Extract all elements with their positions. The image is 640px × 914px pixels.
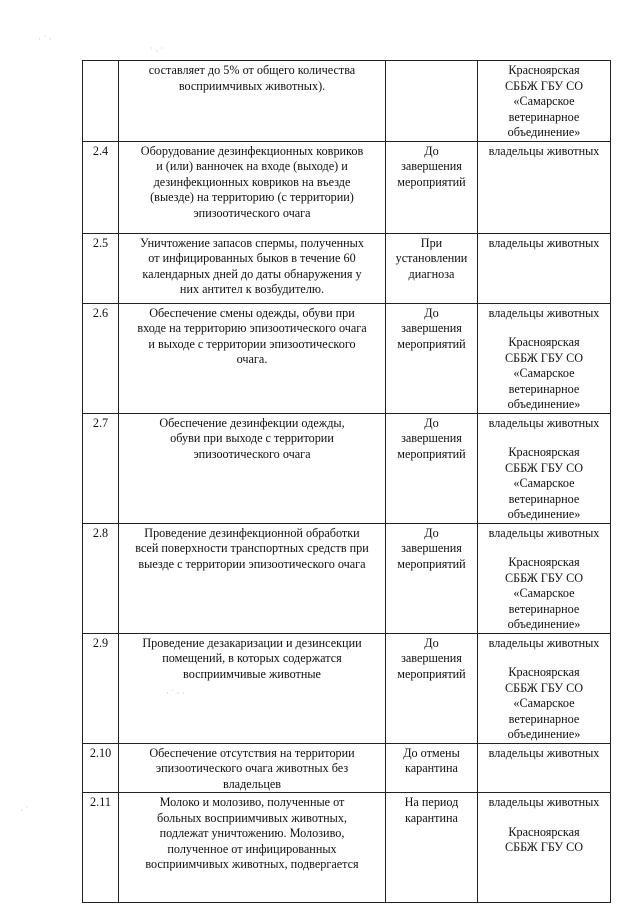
responsible-party-line: объединение» <box>507 727 581 741</box>
responsible-party-line: ветеринарное <box>508 601 580 616</box>
group-spacer <box>481 321 607 335</box>
measure-text <box>119 141 386 233</box>
responsible-party <box>478 793 611 903</box>
row-number: 2.4 <box>83 141 119 233</box>
measure-term <box>386 61 478 142</box>
measure-text-line: владельцев <box>222 776 282 791</box>
responsible-party <box>478 743 611 793</box>
responsible-party-line: ветеринарное <box>508 109 580 124</box>
responsible-party <box>478 523 611 633</box>
measure-term-line: До <box>424 525 439 540</box>
responsible-party-line: СББЖ ГБУ СО <box>504 570 583 585</box>
measure-term-line: диагноза <box>408 266 455 281</box>
measure-term-line: До <box>424 415 439 430</box>
responsible-party-line: владельцы животных <box>488 525 600 540</box>
table-row <box>83 523 611 633</box>
responsible-party-line: СББЖ ГБУ СО <box>504 460 583 475</box>
responsible-party <box>478 233 611 303</box>
measure-term-line: завершения <box>401 431 462 445</box>
measure-text-line: эпизоотического очага <box>193 446 311 461</box>
responsible-party <box>478 61 611 142</box>
measure-term-line: карантина <box>405 761 458 775</box>
measure-text <box>119 61 386 142</box>
row-number <box>83 61 119 142</box>
measure-text-line: от инфицированных быков в течение 60 <box>148 251 356 265</box>
measure-text <box>119 793 386 903</box>
responsible-party-line: Красноярская <box>508 824 580 839</box>
responsible-party-line: ветеринарное <box>508 491 580 506</box>
responsible-party-line: владельцы животных <box>488 745 600 760</box>
table-row <box>83 633 611 743</box>
measure-term-line: мероприятий <box>397 556 466 571</box>
responsible-party-line: «Самарское <box>513 94 575 108</box>
table-row <box>83 413 611 523</box>
responsible-party-line: владельцы животных <box>488 415 600 430</box>
measure-text-line: полученное от инфицированных <box>167 841 337 856</box>
measure-text-line: восприимчивых животных). <box>178 78 326 93</box>
measure-term-line: До <box>424 305 439 320</box>
measure-text-line: Проведение дезакаризации и дезинсекции <box>142 635 362 650</box>
row-number: 2.6 <box>83 303 119 413</box>
measure-term <box>386 233 478 303</box>
measure-term-line: завершения <box>401 541 462 555</box>
responsible-party-line: СББЖ ГБУ СО <box>504 680 583 695</box>
measure-text-line: входе на территорию эпизоотического очага <box>137 321 367 335</box>
responsible-party-line: объединение» <box>507 397 581 411</box>
measures-table-body <box>83 61 611 903</box>
measure-text-line: и выходе с территории эпизоотического <box>148 336 356 351</box>
measure-text-line: и (или) ванночек на входе (выходе) и <box>156 159 348 173</box>
responsible-party-line: «Самарское <box>513 586 575 600</box>
scan-noise: · ˙ <box>20 805 29 815</box>
measure-text-line: больных восприимчивых животных, <box>157 810 347 825</box>
responsible-party <box>478 141 611 233</box>
measure-term-line: завершения <box>401 159 462 173</box>
measure-text-line: Молоко и молозиво, полученные от <box>159 795 345 809</box>
scan-noise: · ˙ · <box>38 34 52 44</box>
row-number: 2.11 <box>83 793 119 903</box>
table-row <box>83 743 611 793</box>
table-row <box>83 61 611 142</box>
responsible-party-line: владельцы животных <box>488 795 600 809</box>
responsible-party-line: СББЖ ГБУ СО <box>504 78 583 93</box>
measure-term <box>386 633 478 743</box>
responsible-party-line: объединение» <box>507 125 581 139</box>
measure-text-line: помещений, в которых содержатся <box>162 651 342 665</box>
table-row <box>83 141 611 233</box>
measure-text-line: дезинфекционных ковриков на въезде <box>153 174 351 189</box>
row-number: 2.7 <box>83 413 119 523</box>
measure-text-line: них антител к возбудителю. <box>179 282 325 296</box>
measure-term-line: мероприятий <box>397 174 466 189</box>
measure-term-line: установлении <box>395 251 468 265</box>
responsible-party-line: СББЖ ГБУ СО <box>504 350 583 365</box>
measure-term-line: мероприятий <box>397 666 466 681</box>
measure-term-line: До отмены <box>403 745 460 760</box>
responsible-party-line: Красноярская <box>508 665 580 679</box>
measure-term <box>386 141 478 233</box>
responsible-party-line: Красноярская <box>508 63 580 77</box>
responsible-party <box>478 633 611 743</box>
measure-term-line: мероприятий <box>397 336 466 351</box>
table-row <box>83 233 611 303</box>
measure-text <box>119 233 386 303</box>
responsible-party-line: «Самарское <box>513 366 575 380</box>
measure-text-line: календарных дней до даты обнаружения у <box>142 266 362 281</box>
group-spacer <box>481 431 607 445</box>
measure-term <box>386 523 478 633</box>
measure-text <box>119 523 386 633</box>
measure-term <box>386 303 478 413</box>
measure-text-line: выезде с территории эпизоотического очага <box>138 556 366 571</box>
measure-text-line: обуви при выходе с территории <box>170 431 334 445</box>
measure-term <box>386 743 478 793</box>
responsible-party-line: владельцы животных <box>488 635 600 650</box>
responsible-party-line: владельцы животных <box>488 305 600 320</box>
measure-term <box>386 413 478 523</box>
group-spacer <box>481 811 607 825</box>
measure-term-line: карантина <box>405 810 458 825</box>
measure-term-line: завершения <box>401 651 462 665</box>
measure-text <box>119 303 386 413</box>
measure-term-line: На период <box>404 795 459 809</box>
measure-term-line: При <box>420 235 443 250</box>
scan-noise: ˙ · ˙ <box>150 46 164 56</box>
responsible-party <box>478 303 611 413</box>
responsible-party-line: владельцы животных <box>488 143 600 158</box>
measure-text-line: эпизоотического очага животных без <box>155 761 349 775</box>
row-number: 2.5 <box>83 233 119 303</box>
measure-text-line: эпизоотического очага <box>193 205 311 220</box>
measure-text-line: Обеспечение отсутствия на территории <box>149 745 355 760</box>
scan-noise: · ˙ · · <box>166 688 185 698</box>
measure-text-line: Уничтожение запасов спермы, полученных <box>140 235 364 250</box>
measure-text-line: восприимчивых животных, подвергается <box>145 857 359 871</box>
measure-term-line: До <box>424 143 439 158</box>
responsible-party-line: Красноярская <box>508 335 580 349</box>
measure-term-line: завершения <box>401 321 462 335</box>
table-row <box>83 793 611 903</box>
measure-term <box>386 793 478 903</box>
row-number: 2.9 <box>83 633 119 743</box>
measure-text-line: очага. <box>236 352 268 366</box>
responsible-party-line: ветеринарное <box>508 381 580 396</box>
measure-text-line: (выезде) на территорию (с территории) <box>150 190 354 204</box>
measure-text-line: подлежат уничтожению. Молозиво, <box>159 826 345 840</box>
measure-text-line: Обеспечение смены одежды, обуви при <box>149 305 355 320</box>
measure-text-line: Оборудование дезинфекционных ковриков <box>140 143 364 158</box>
responsible-party-line: «Самарское <box>513 696 575 710</box>
table-row <box>83 303 611 413</box>
group-spacer <box>481 541 607 555</box>
measure-text <box>119 413 386 523</box>
measure-text-line: Обеспечение дезинфекции одежды, <box>159 415 345 430</box>
measure-term-line: мероприятий <box>397 446 466 461</box>
responsible-party <box>478 413 611 523</box>
responsible-party-line: Красноярская <box>508 445 580 459</box>
responsible-party-line: объединение» <box>507 617 581 631</box>
responsible-party-line: объединение» <box>507 507 581 521</box>
responsible-party-line: Красноярская <box>508 555 580 569</box>
responsible-party-line: владельцы животных <box>488 235 600 250</box>
measure-text <box>119 743 386 793</box>
responsible-party-line: ветеринарное <box>508 711 580 726</box>
group-spacer <box>481 651 607 665</box>
measure-text-line: восприимчивые животные <box>183 666 321 681</box>
measure-term-line: До <box>424 635 439 650</box>
measure-text <box>119 633 386 743</box>
measure-text-line: Проведение дезинфекционной обработки <box>144 525 360 540</box>
responsible-party-line: «Самарское <box>513 476 575 490</box>
row-number: 2.8 <box>83 523 119 633</box>
measure-text-line: составляет до 5% от общего количества <box>148 63 356 77</box>
responsible-party-line: СББЖ ГБУ СО <box>504 840 583 854</box>
measure-text-line: всей поверхности транспортных средств при <box>135 541 369 555</box>
measures-table <box>82 60 611 903</box>
row-number: 2.10 <box>83 743 119 793</box>
